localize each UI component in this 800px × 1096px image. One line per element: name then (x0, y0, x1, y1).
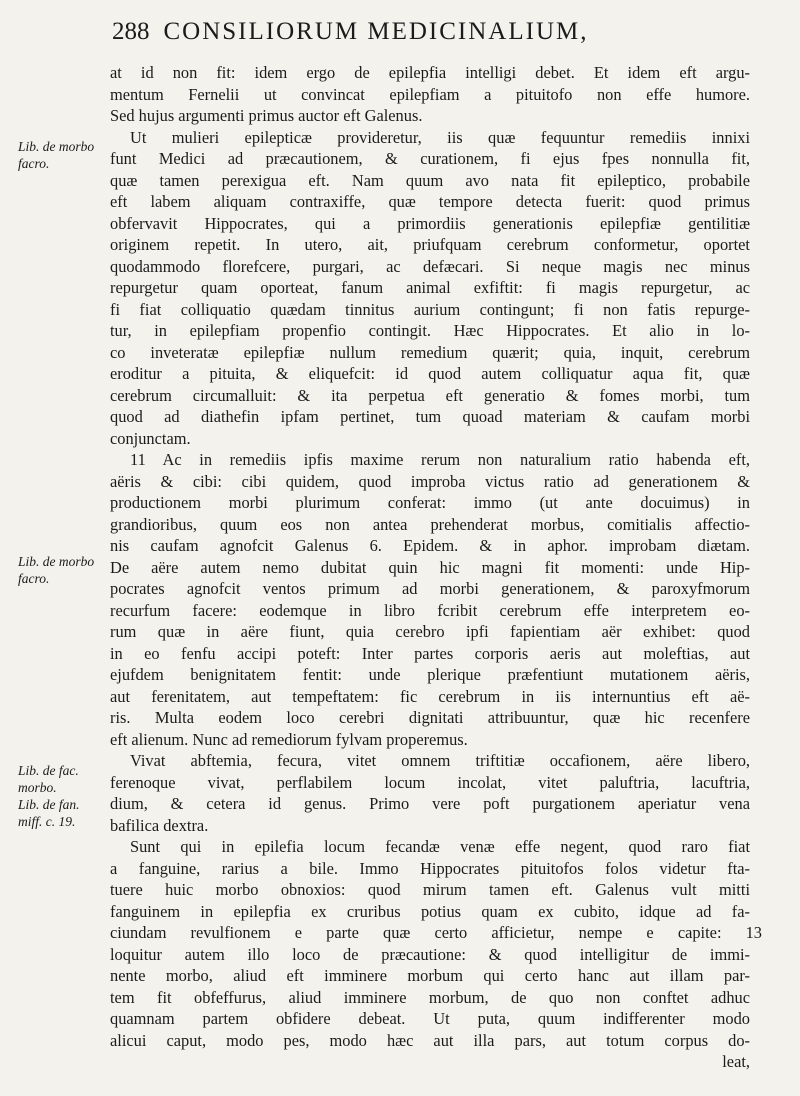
body-text (110, 62, 762, 1073)
text-line: rum quæ in aëre fiunt, quia cerebro ipfi fapientiam aër exhibet: quod (110, 622, 750, 641)
text-line: cerebrum circumalluit: & ita perpetua eft generatio & fomes morbi, tum (110, 385, 750, 405)
text-line: ejufdem benignitatem fentit: unde plerique præfentiunt mutationem aëris, (110, 665, 750, 684)
text-line: in eo fenfu accipi poteft: Inter partes corporis aeris aut moleftias, aut (110, 643, 750, 663)
text-line: tur, in epilepfiam propenfio contingit. Hæc Hippocrates. Et alio in lo- (110, 321, 750, 340)
text-line: quodammodo florefcere, purgari, ac defæcari. Si neque magis nec minus (110, 256, 750, 276)
text-line: 11 Ac in remediis ipfis maxime rerum non naturalium ratio habenda eft, (130, 450, 750, 469)
running-title: CONSILIORUM MEDICINALIUM, (163, 18, 589, 45)
text-line: Vivat abftemia, fecura, vitet omnem triftitiæ occafionem, aëre libero, (130, 751, 750, 770)
text-line: Sed hujus argumenti primus auctor eft Galenus. (110, 106, 423, 125)
margin-note-line: facro. (18, 571, 50, 586)
text-line: conjunctam. (110, 428, 191, 448)
margin-note-line: miff. c. 19. (18, 814, 76, 829)
text-line: a fanguine, rarius a bile. Immo Hippocrates pituitofos folos videtur fta- (110, 858, 750, 878)
margin-note-line: Lib. de morbo (18, 139, 95, 154)
text-line: ris. Multa eodem loco cerebri dignitati attribuuntur, quæ hic recenfere (110, 708, 750, 727)
text-line: leat, (722, 1052, 750, 1071)
page-number: 288 (112, 18, 150, 45)
text-line: nis caufam agnofcit Galenus 6. Epidem. & in aphor. improbam diætam. (110, 536, 750, 555)
text-line: eft alienum. Nunc ad remediorum fylvam properemus. (110, 729, 468, 749)
margin-note-line: Lib. de fan. (18, 797, 80, 812)
margin-note-line: Lib. de fac. (18, 763, 79, 778)
text-line: originem repetit. In utero, ait, priufquam cerebrum conformetur, oportet (110, 235, 750, 254)
margin-note-line: morbo. (18, 780, 57, 795)
text-line: alicui caput, modo pes, modo hæc aut illa pars, aut totum corpus do- (110, 1030, 750, 1050)
text-line: pocrates agnofcit ventos primum ad morbi generationem, & paroxyfmorum (110, 579, 750, 598)
text-line: funt Medici ad præcautionem, & curationem, fi ejus fpes nonnulla fit, (110, 149, 750, 168)
text-line: obfervavit Hippocrates, qui a primordiis generationis epilepfiæ gentilitiæ (110, 213, 750, 233)
text-line: quod ad diathefin ipfam pertinet, tum quoad materiam & caufam morbi (110, 407, 750, 426)
margin-note-line: facro. (18, 156, 50, 171)
text-line: ciundam revulfionem e parte quæ certo afficietur, nempe e capite: 13 (110, 923, 762, 942)
text-line: aëris & cibi: cibi quidem, quod improba victus ratio ad generationem & (110, 471, 750, 491)
text-line: quæ tamen perexigua eft. Nam quum avo nata fit epileptico, probabile (110, 170, 750, 190)
margin-note (18, 553, 118, 587)
text-line: eroditur a pituita, & eliquefcit: id quod autem colliquatur aqua fit, quæ (110, 364, 750, 383)
text-line: Sunt qui in epilefia locum fecandæ venæ effe negent, quod raro fiat (130, 837, 750, 856)
text-line: nente morbo, aliud eft imminere morbum qui certo hanc aut illam par- (110, 966, 750, 985)
text-line: aut ferenitatem, aut tempeftatem: fic cerebrum in iis internuntius eft aë- (110, 686, 750, 706)
margin-note (18, 762, 118, 830)
text-line: grandioribus, quum eos non antea prehenderat morbus, comitialis affectio- (110, 514, 750, 534)
text-line: productionem morbi plurimum conferat: immo (ut ante docuimus) in (110, 493, 750, 512)
text-line: dium, & cetera id genus. Primo vere poft purgationem aperiatur vena (110, 794, 750, 813)
page-header (112, 18, 752, 54)
margin-note-line: Lib. de morbo (18, 554, 95, 569)
text-line: at id non fit: idem ergo de epilepfia intelligi debet. Et idem eft argu- (110, 63, 750, 82)
text-line: tem fit obfeffurus, aliud imminere morbum, de quo non conftet adhuc (110, 987, 750, 1007)
text-line: mentum Fernelii ut convincat epilepfiam a pituitofo non effe humore. (110, 84, 750, 104)
text-line: fanguinem in epilepfia ex cruribus potius quam ex cubito, idque ad fa- (110, 901, 750, 921)
text-line: De aëre autem nemo dubitat quin hic magni fit momenti: unde Hip- (110, 557, 750, 577)
text-line: eft labem aliquam contraxiffe, quæ tempore detecta fuerit: quod primus (110, 192, 750, 211)
text-line: fi fiat colliquatio quædam tinnitus aurium contingunt; fi non fatis repurge- (110, 299, 750, 319)
text-line: quamnam partem obfidere debeat. Ut puta, quum indifferenter modo (110, 1009, 750, 1028)
text-line: repurgetur quam oporteat, fanum animal exfiftit: fi magis repurgetur, ac (110, 278, 750, 297)
margin-note (18, 138, 118, 172)
text-line: Ut mulieri epilepticæ provideretur, iis quæ fequuntur remediis innixi (130, 127, 750, 147)
text-line: bafilica dextra. (110, 815, 209, 835)
text-line: loquitur autem illo loco de præcautione: & quod intelligitur de immi- (110, 944, 750, 964)
text-line: ferenoque vivat, perflabilem locum incolat, vitet paluftria, lacuftria, (110, 772, 750, 792)
text-line: co inveteratæ epilepfiæ nullum remedium quærit; quia, inquit, cerebrum (110, 342, 750, 362)
text-line: recurfum facere: eodemque in libro fcribit cerebrum effe interpretem eo- (110, 600, 750, 620)
text-line: tuere huic morbo obnoxios: quod mirum tamen eft. Galenus vult mitti (110, 880, 750, 899)
